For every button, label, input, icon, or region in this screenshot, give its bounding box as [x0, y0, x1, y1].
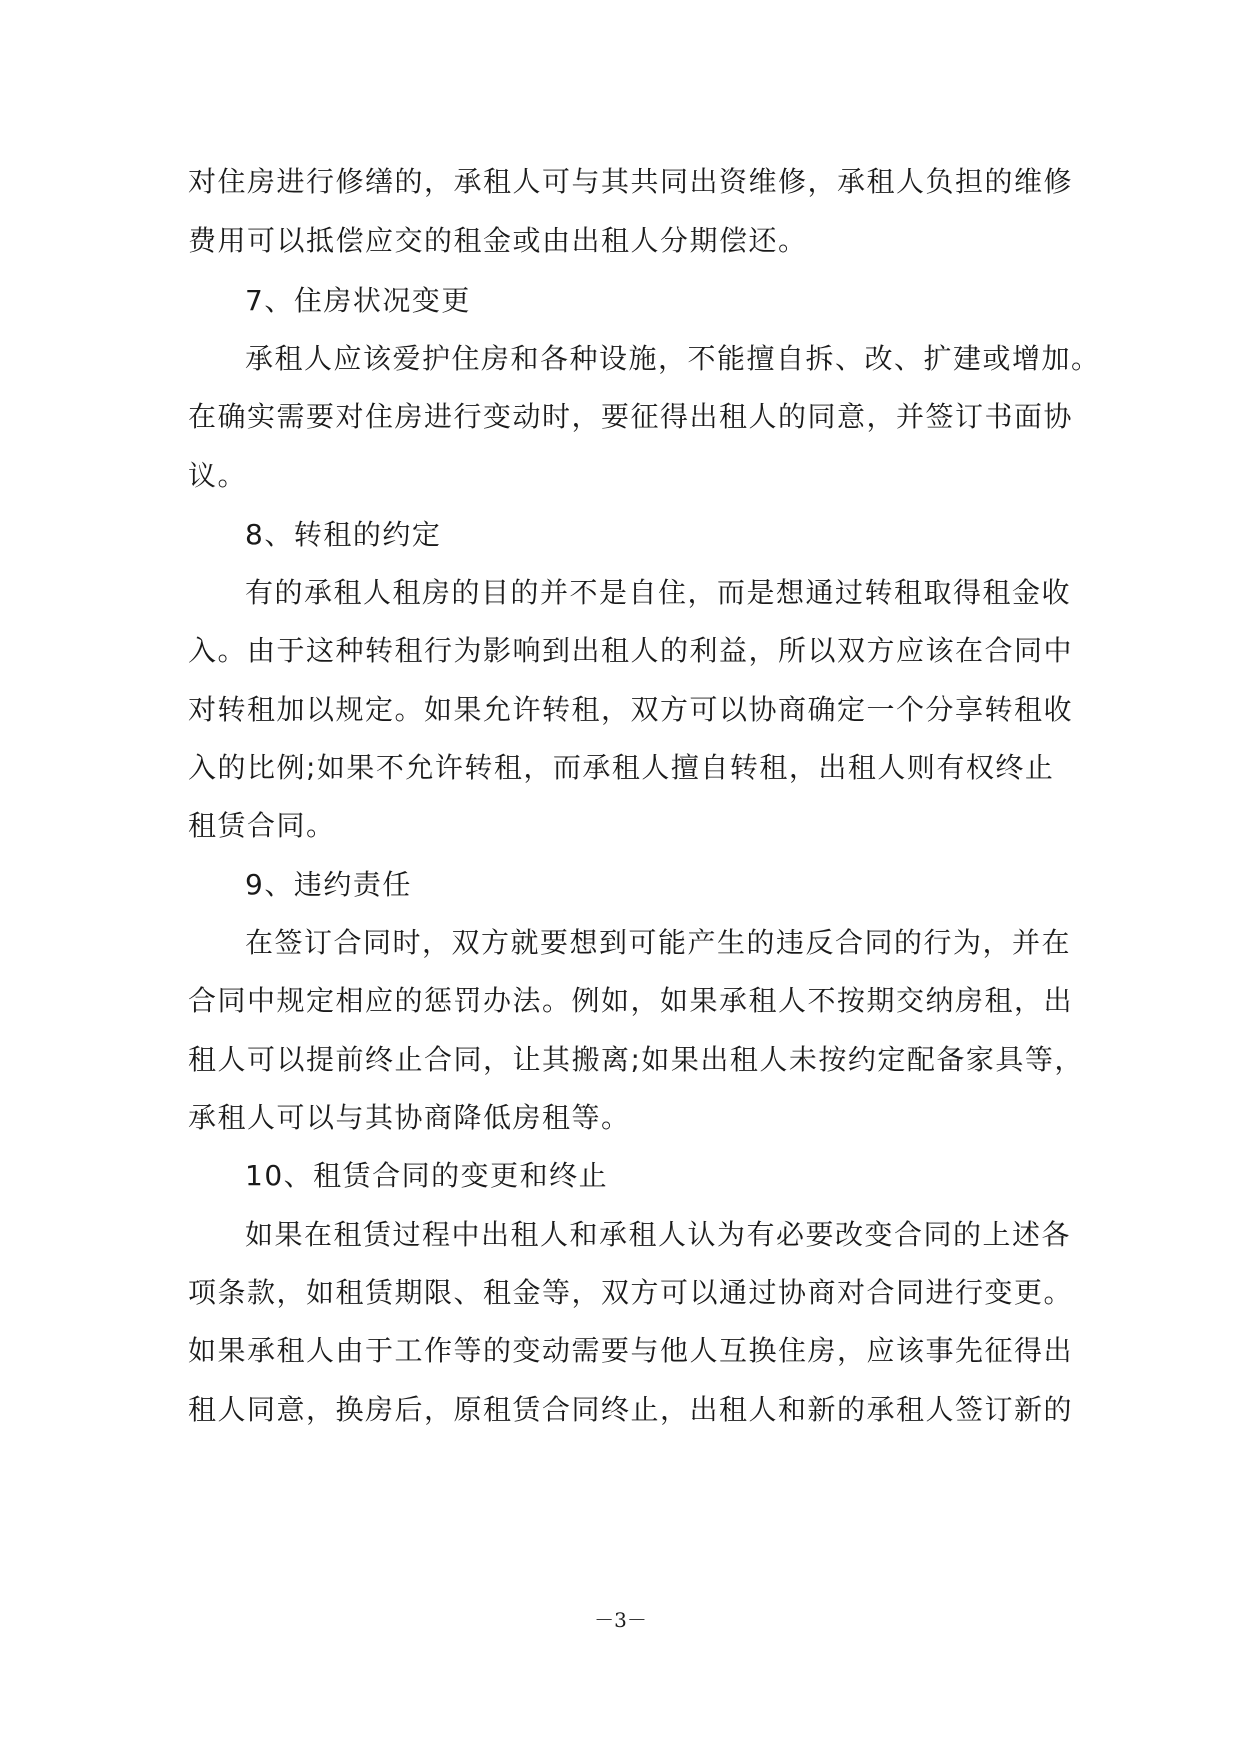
body-text-line: 对住房进行修缮的，承租人可与其共同出资维修，承租人负担的维修 [188, 165, 1074, 198]
body-text-line: 合同中规定相应的惩罚办法。例如，如果承租人不按期交纳房租，出 [188, 984, 1074, 1017]
body-text-line: 对转租加以规定。如果允许转租，双方可以协商确定一个分享转租收 [188, 693, 1074, 726]
body-text-line: 议。 [188, 459, 248, 492]
body-text-line: 费用可以抵偿应交的租金或由出租人分期偿还。 [188, 224, 808, 257]
body-text-line: 承租人可以与其协商降低房租等。 [188, 1101, 631, 1134]
section-heading: 8、转租的约定 [245, 518, 442, 551]
body-text-line: 有的承租人租房的目的并不是自住，而是想通过转租取得租金收 [245, 576, 1072, 609]
body-text-line: 租人同意，换房后，原租赁合同终止，出租人和新的承租人签订新的 [188, 1393, 1074, 1426]
section-heading: 7、住房状况变更 [245, 284, 471, 317]
body-text-line: 入的比例;如果不允许转租，而承租人擅自转租，出租人则有权终止 [188, 751, 1055, 784]
body-text-line: 租人可以提前终止合同，让其搬离;如果出租人未按约定配备家具等， [188, 1043, 1084, 1076]
body-text-line: 承租人应该爱护住房和各种设施，不能擅自拆、改、扩建或增加。 [245, 342, 1101, 375]
body-text-line: 如果承租人由于工作等的变动需要与他人互换住房，应该事先征得出 [188, 1334, 1074, 1367]
body-text-line: 租赁合同。 [188, 809, 336, 842]
section-heading: 10、租赁合同的变更和终止 [245, 1159, 609, 1192]
body-text-line: 如果在租赁过程中出租人和承租人认为有必要改变合同的上述各 [245, 1218, 1072, 1251]
body-text-line: 在确实需要对住房进行变动时，要征得出租人的同意，并签订书面协 [188, 400, 1074, 433]
body-text-line: 入。由于这种转租行为影响到出租人的利益，所以双方应该在合同中 [188, 634, 1074, 667]
page-number: －3－ [594, 1608, 647, 1632]
section-heading: 9、违约责任 [245, 868, 412, 901]
body-text-line: 项条款，如租赁期限、租金等，双方可以通过协商对合同进行变更。 [188, 1276, 1074, 1309]
body-text-line: 在签订合同时，双方就要想到可能产生的违反合同的行为，并在 [245, 926, 1072, 959]
